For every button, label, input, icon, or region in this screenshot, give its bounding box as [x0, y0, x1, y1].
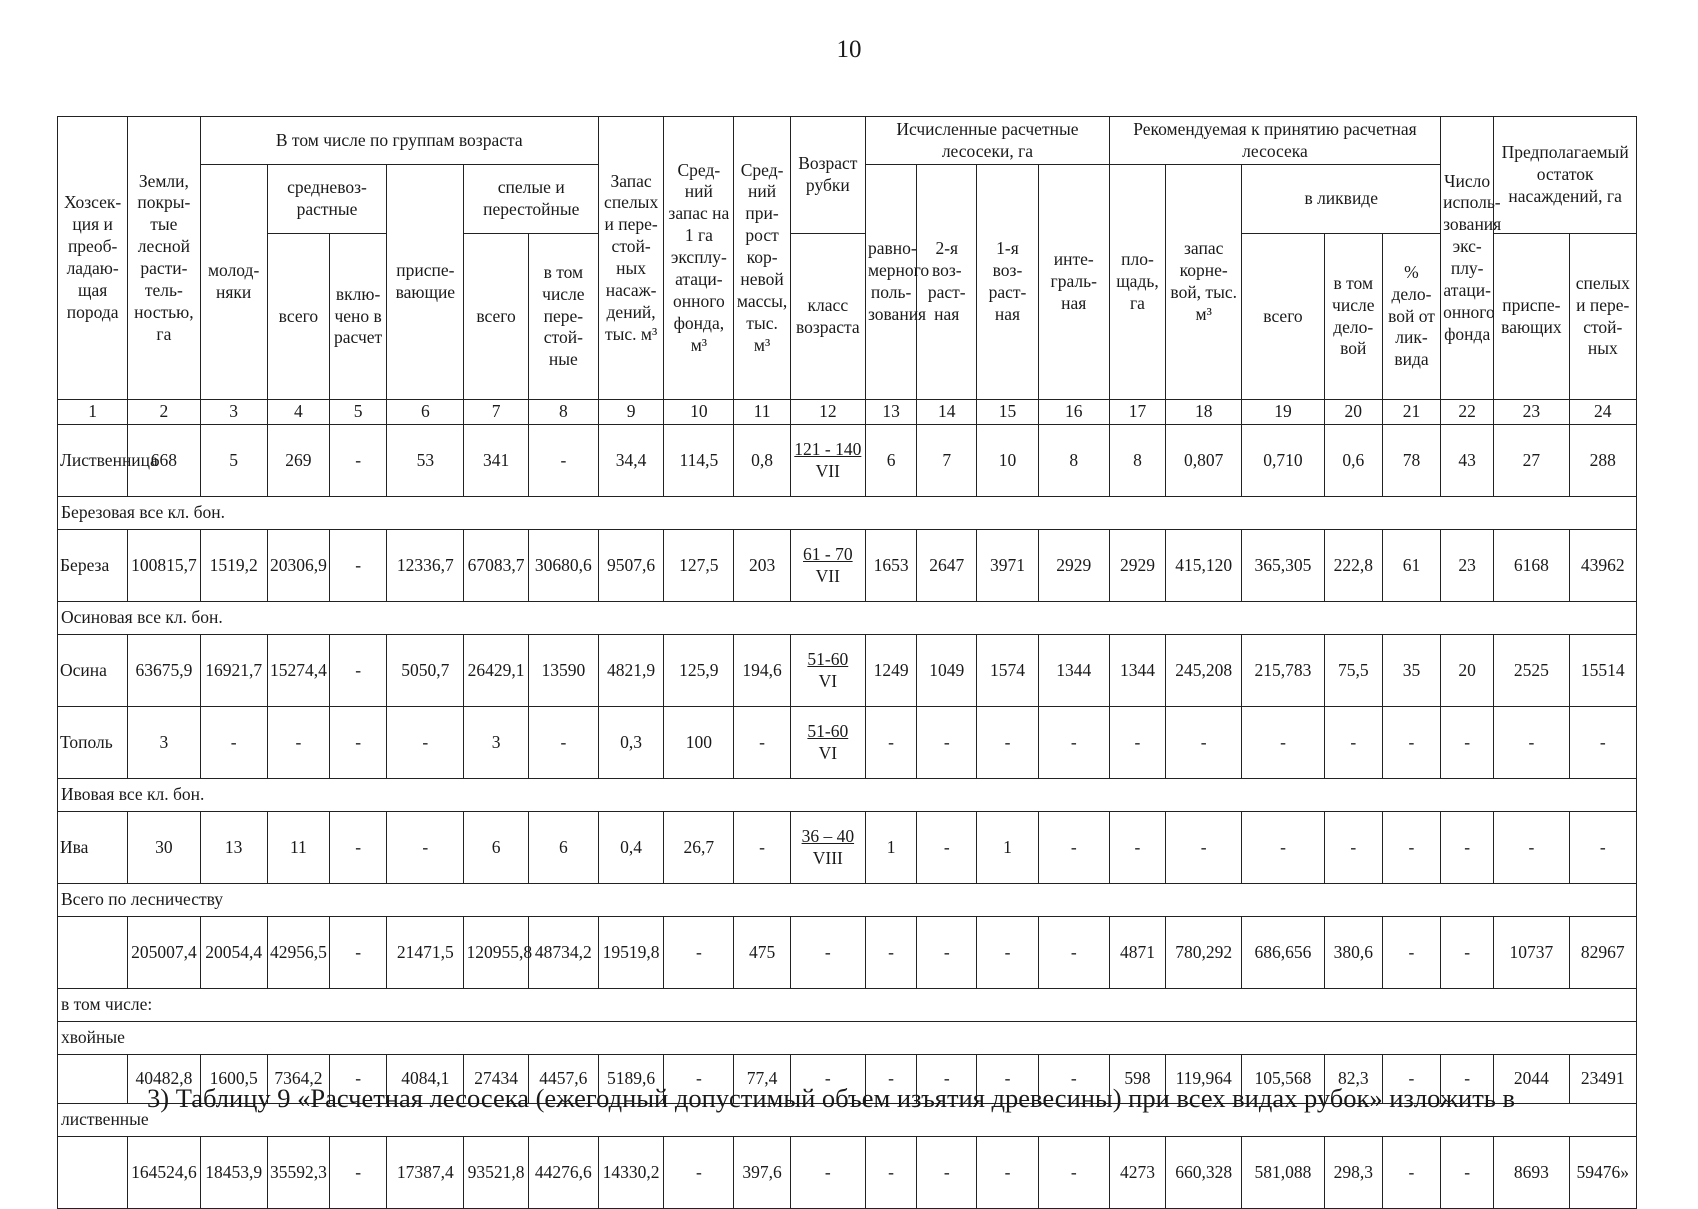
data-cell: 120955,8 — [464, 917, 528, 989]
data-cell: - — [330, 635, 387, 707]
data-cell: - — [528, 425, 598, 497]
species-cell: Тополь — [58, 707, 128, 779]
table-row — [58, 425, 1637, 497]
data-cell: 6 — [865, 425, 916, 497]
data-cell: - — [917, 812, 977, 884]
data-cell: 1 — [865, 812, 916, 884]
column-number: 17 — [1109, 400, 1165, 425]
data-cell: - — [1242, 707, 1324, 779]
data-cell: - — [790, 917, 865, 989]
data-cell: 164524,6 — [128, 1137, 200, 1209]
data-cell: 11 — [267, 812, 329, 884]
column-number: 7 — [464, 400, 528, 425]
column-number: 10 — [664, 400, 734, 425]
column-numbers-row — [58, 400, 1637, 425]
group-row — [58, 989, 1637, 1022]
group-row — [58, 884, 1637, 917]
data-cell: 5 — [200, 425, 267, 497]
data-cell: - — [977, 917, 1038, 989]
column-number: 11 — [734, 400, 790, 425]
data-cell: 0,3 — [599, 707, 664, 779]
header-uniform-use: равно-мерного поль-зования — [865, 165, 916, 400]
felling-age-cell — [790, 530, 865, 602]
header-middle-included: вклю-чено в расчет — [330, 234, 387, 400]
header-avg-stock: Сред-ний запас на 1 га эксплу-атаци-онного фонда, м³ — [664, 117, 734, 400]
data-cell: - — [664, 917, 734, 989]
data-cell: - — [267, 707, 329, 779]
data-cell: 78 — [1382, 425, 1440, 497]
header-integral: инте-граль-ная — [1038, 165, 1109, 400]
data-cell: 15274,4 — [267, 635, 329, 707]
data-cell: 0,4 — [599, 812, 664, 884]
data-cell: 100 — [664, 707, 734, 779]
data-cell: 26,7 — [664, 812, 734, 884]
data-cell: - — [330, 530, 387, 602]
table-row — [58, 1137, 1637, 1209]
header-avg-growth: Сред-ний при-рост кор-невой массы, тыс. м³ — [734, 117, 790, 400]
data-cell: 119,964 — [1166, 1055, 1242, 1104]
data-cell: 365,305 — [1242, 530, 1324, 602]
header-middle-total: всего — [267, 234, 329, 400]
data-cell: 14330,2 — [599, 1137, 664, 1209]
data-cell: 780,292 — [1166, 917, 1242, 989]
data-cell: 44276,6 — [528, 1137, 598, 1209]
column-number: 15 — [977, 400, 1038, 425]
data-cell: 12336,7 — [387, 530, 464, 602]
data-cell: 686,656 — [1242, 917, 1324, 989]
table-row — [58, 530, 1637, 602]
header-row-3 — [58, 234, 1637, 400]
data-cell: - — [1324, 707, 1382, 779]
column-number: 22 — [1441, 400, 1494, 425]
data-cell: 581,088 — [1242, 1137, 1324, 1209]
data-cell: - — [1166, 812, 1242, 884]
data-cell: 20 — [1441, 635, 1494, 707]
data-cell: - — [1038, 1137, 1109, 1209]
data-cell: 668 — [128, 425, 200, 497]
felling-age-class: VI — [818, 742, 838, 763]
felling-age-cell — [790, 812, 865, 884]
data-cell: - — [1441, 812, 1494, 884]
column-number: 18 — [1166, 400, 1242, 425]
column-number: 9 — [599, 400, 664, 425]
data-cell: 127,5 — [664, 530, 734, 602]
header-remainder: Предполагаемый остаток насаждений, га — [1494, 117, 1637, 234]
data-cell: 15514 — [1569, 635, 1636, 707]
table-row — [58, 707, 1637, 779]
data-cell: 205007,4 — [128, 917, 200, 989]
data-cell: 475 — [734, 917, 790, 989]
data-cell: 30 — [128, 812, 200, 884]
data-cell: - — [977, 1055, 1038, 1104]
group-label: лиственные — [58, 1104, 1637, 1137]
data-cell: 77,4 — [734, 1055, 790, 1104]
data-cell: 4084,1 — [387, 1055, 464, 1104]
data-cell: 5050,7 — [387, 635, 464, 707]
data-cell: - — [917, 707, 977, 779]
felling-age-range: 121 - 140 — [794, 438, 862, 459]
data-cell: 105,568 — [1242, 1055, 1324, 1104]
group-label: Всего по лесничеству — [58, 884, 1637, 917]
header-remainder-mature: спелых и пере-стой-ных — [1569, 234, 1636, 400]
data-cell: 26429,1 — [464, 635, 528, 707]
data-cell: - — [330, 425, 387, 497]
data-cell: 194,6 — [734, 635, 790, 707]
header-mature-stock: Запас спелых и пере-стой-ных насаж-дений, тыс. м³ — [599, 117, 664, 400]
data-cell: 3 — [128, 707, 200, 779]
column-number: 1 — [58, 400, 128, 425]
column-number: 14 — [917, 400, 977, 425]
column-number: 21 — [1382, 400, 1440, 425]
data-cell: 8 — [1109, 425, 1165, 497]
data-cell: - — [1166, 707, 1242, 779]
data-cell: 1049 — [917, 635, 977, 707]
species-cell — [58, 917, 128, 989]
species-cell — [58, 1137, 128, 1209]
header-liquid: в ликвиде — [1242, 165, 1441, 234]
felling-age-range: 51-60 — [807, 720, 849, 741]
data-cell: 35592,3 — [267, 1137, 329, 1209]
column-number: 3 — [200, 400, 267, 425]
data-cell: 1519,2 — [200, 530, 267, 602]
instruction-paragraph: 3) Таблицу 9 «Расчетная лесосека (ежегодный допустимый объем изъятия древесины) при всех видах рубок» изложить в — [147, 1083, 1516, 1113]
data-cell: 114,5 — [664, 425, 734, 497]
data-cell: - — [1038, 707, 1109, 779]
column-number: 5 — [330, 400, 387, 425]
data-cell: 59476» — [1569, 1137, 1636, 1209]
felling-age-class: VII — [815, 460, 840, 481]
data-cell: 17387,4 — [387, 1137, 464, 1209]
data-cell: - — [1382, 1137, 1440, 1209]
data-cell: 660,328 — [1166, 1137, 1242, 1209]
header-remainder-premature: приспе-вающих — [1494, 234, 1569, 400]
data-cell: 43 — [1441, 425, 1494, 497]
data-cell: - — [1441, 1137, 1494, 1209]
data-cell: - — [977, 1137, 1038, 1209]
data-cell: 82967 — [1569, 917, 1636, 989]
data-cell: 288 — [1569, 425, 1636, 497]
data-cell: 30680,6 — [528, 530, 598, 602]
data-cell: 93521,8 — [464, 1137, 528, 1209]
header-premature: приспе-вающие — [387, 165, 464, 400]
data-cell: - — [1494, 812, 1569, 884]
header-root-stock: запас корне-вой, тыс. м³ — [1166, 165, 1242, 400]
data-cell: - — [1242, 812, 1324, 884]
data-cell: 10 — [977, 425, 1038, 497]
data-cell: - — [1382, 707, 1440, 779]
data-cell: - — [1441, 1055, 1494, 1104]
data-cell: - — [1109, 707, 1165, 779]
data-cell: 598 — [1109, 1055, 1165, 1104]
data-cell: 397,6 — [734, 1137, 790, 1209]
data-cell: 23491 — [1569, 1055, 1636, 1104]
data-cell: 1574 — [977, 635, 1038, 707]
data-cell: 10737 — [1494, 917, 1569, 989]
data-cell: - — [917, 1137, 977, 1209]
data-cell: 27 — [1494, 425, 1569, 497]
table-row — [58, 812, 1637, 884]
header-mature-total: всего — [464, 234, 528, 400]
group-label: Ивовая все кл. бон. — [58, 779, 1637, 812]
data-cell: 7364,2 — [267, 1055, 329, 1104]
data-cell: 13 — [200, 812, 267, 884]
data-cell: 245,208 — [1166, 635, 1242, 707]
felling-age-range: 61 - 70 — [803, 543, 853, 564]
data-cell: 6 — [528, 812, 598, 884]
group-row — [58, 602, 1637, 635]
data-cell: 2647 — [917, 530, 977, 602]
data-cell: - — [1324, 812, 1382, 884]
data-cell: - — [387, 707, 464, 779]
data-cell: 2525 — [1494, 635, 1569, 707]
allowable-cut-table — [57, 116, 1637, 1209]
data-cell: 21471,5 — [387, 917, 464, 989]
data-cell: 63675,9 — [128, 635, 200, 707]
data-cell: 1249 — [865, 635, 916, 707]
data-cell: 0,807 — [1166, 425, 1242, 497]
data-cell: - — [865, 1055, 916, 1104]
header-second-age: 2-я воз-раст-ная — [917, 165, 977, 400]
data-cell: - — [1569, 707, 1636, 779]
felling-age-range: 36 – 40 — [801, 825, 855, 846]
felling-age-cell — [790, 707, 865, 779]
data-cell: - — [1109, 812, 1165, 884]
header-first-age: 1-я воз-раст-ная — [977, 165, 1038, 400]
data-cell: - — [330, 707, 387, 779]
data-cell: 4821,9 — [599, 635, 664, 707]
data-cell: 4871 — [1109, 917, 1165, 989]
data-cell: - — [664, 1137, 734, 1209]
column-number: 23 — [1494, 400, 1569, 425]
data-cell: - — [1382, 1055, 1440, 1104]
species-cell — [58, 1055, 128, 1104]
data-cell: - — [330, 812, 387, 884]
data-cell: 75,5 — [1324, 635, 1382, 707]
header-mature-overmature: спелые и перестойные — [464, 165, 599, 234]
column-number: 8 — [528, 400, 598, 425]
data-cell: - — [1382, 812, 1440, 884]
header-business-pct: % дело-вой от лик-вида — [1382, 234, 1440, 400]
data-cell: 2044 — [1494, 1055, 1569, 1104]
data-cell: 125,9 — [664, 635, 734, 707]
data-cell: 34,4 — [599, 425, 664, 497]
data-cell: - — [528, 707, 598, 779]
data-cell: - — [330, 1055, 387, 1104]
data-cell: 100815,7 — [128, 530, 200, 602]
column-number: 2 — [128, 400, 200, 425]
data-cell: 23 — [1441, 530, 1494, 602]
data-cell: - — [1441, 917, 1494, 989]
data-cell: - — [330, 917, 387, 989]
data-cell: - — [865, 917, 916, 989]
data-cell: 215,783 — [1242, 635, 1324, 707]
group-row — [58, 1022, 1637, 1055]
header-overmature: в том числе пере-стой-ные — [528, 234, 598, 400]
species-cell: Ива — [58, 812, 128, 884]
header-forested-land: Земли, покры-тые лесной расти-тель-ностью, га — [128, 117, 200, 400]
data-cell: - — [1382, 917, 1440, 989]
data-cell: 9507,6 — [599, 530, 664, 602]
felling-age-cell — [790, 425, 865, 497]
group-row — [58, 497, 1637, 530]
group-row — [58, 779, 1637, 812]
data-cell: 16921,7 — [200, 635, 267, 707]
data-cell: 20306,9 — [267, 530, 329, 602]
data-cell: - — [330, 1137, 387, 1209]
header-recommended-cut: Рекомендуемая к принятию расчетная лесосека — [1109, 117, 1440, 165]
data-cell: 61 — [1382, 530, 1440, 602]
data-cell: - — [200, 707, 267, 779]
data-cell: - — [734, 812, 790, 884]
header-calculated-cut: Исчисленные расчетные лесосеки, га — [865, 117, 1109, 165]
header-area: пло-щадь, га — [1109, 165, 1165, 400]
data-cell: - — [790, 1055, 865, 1104]
data-cell: 4457,6 — [528, 1055, 598, 1104]
data-cell: 0,6 — [1324, 425, 1382, 497]
data-cell: 27434 — [464, 1055, 528, 1104]
data-cell: 1653 — [865, 530, 916, 602]
data-cell: 298,3 — [1324, 1137, 1382, 1209]
data-cell: 269 — [267, 425, 329, 497]
group-label: хвойные — [58, 1022, 1637, 1055]
data-cell: - — [865, 1137, 916, 1209]
header-liquid-total: всего — [1242, 234, 1324, 400]
group-label: Березовая все кл. бон. — [58, 497, 1637, 530]
species-cell: Осина — [58, 635, 128, 707]
data-cell: 5189,6 — [599, 1055, 664, 1104]
header-row-1 — [58, 117, 1637, 165]
data-cell: 4273 — [1109, 1137, 1165, 1209]
data-cell: - — [1494, 707, 1569, 779]
column-number: 4 — [267, 400, 329, 425]
data-cell: 8 — [1038, 425, 1109, 497]
data-cell: 1 — [977, 812, 1038, 884]
group-label: Осиновая все кл. бон. — [58, 602, 1637, 635]
column-number: 12 — [790, 400, 865, 425]
data-cell: - — [1038, 1055, 1109, 1104]
data-cell: 13590 — [528, 635, 598, 707]
data-cell: 203 — [734, 530, 790, 602]
column-number: 13 — [865, 400, 916, 425]
header-species: Хозсек-ция и преоб-ладаю-щая порода — [58, 117, 128, 400]
data-cell: 8693 — [1494, 1137, 1569, 1209]
data-cell: - — [1569, 812, 1636, 884]
data-cell: 6 — [464, 812, 528, 884]
data-cell: 3971 — [977, 530, 1038, 602]
column-number: 16 — [1038, 400, 1109, 425]
header-age-groups: В том числе по группам возраста — [200, 117, 598, 165]
data-cell: 380,6 — [1324, 917, 1382, 989]
data-cell: 19519,8 — [599, 917, 664, 989]
data-cell: 222,8 — [1324, 530, 1382, 602]
data-cell: 1600,5 — [200, 1055, 267, 1104]
data-cell: - — [1038, 812, 1109, 884]
data-cell: - — [387, 812, 464, 884]
data-cell: 20054,4 — [200, 917, 267, 989]
header-middle-aged: средневоз-растные — [267, 165, 386, 234]
data-cell: 0,8 — [734, 425, 790, 497]
header-felling-age: Возраст рубки — [790, 117, 865, 234]
species-cell: Лиственница — [58, 425, 128, 497]
data-cell: 43962 — [1569, 530, 1636, 602]
column-number: 24 — [1569, 400, 1636, 425]
table-row — [58, 635, 1637, 707]
data-cell: 2929 — [1109, 530, 1165, 602]
column-number: 20 — [1324, 400, 1382, 425]
data-cell: 3 — [464, 707, 528, 779]
data-cell: 35 — [1382, 635, 1440, 707]
data-cell: 48734,2 — [528, 917, 598, 989]
data-cell: 67083,7 — [464, 530, 528, 602]
felling-age-class: VI — [818, 670, 838, 691]
page-number: 10 — [836, 36, 862, 63]
data-cell: 82,3 — [1324, 1055, 1382, 1104]
data-cell: 1344 — [1038, 635, 1109, 707]
header-business: в том числе дело-вой — [1324, 234, 1382, 400]
group-label: в том числе: — [58, 989, 1637, 1022]
felling-age-range: 51-60 — [807, 648, 849, 669]
data-cell: 0,710 — [1242, 425, 1324, 497]
table-row — [58, 917, 1637, 989]
data-cell: - — [1038, 917, 1109, 989]
felling-age-cell — [790, 635, 865, 707]
header-age-class: класс возраста — [790, 234, 865, 400]
data-cell: 415,120 — [1166, 530, 1242, 602]
data-cell: - — [865, 707, 916, 779]
data-cell: - — [977, 707, 1038, 779]
data-cell: - — [790, 1137, 865, 1209]
data-cell: 53 — [387, 425, 464, 497]
header-young: молод-няки — [200, 165, 267, 400]
data-cell: 42956,5 — [267, 917, 329, 989]
data-cell: - — [917, 1055, 977, 1104]
data-cell: 7 — [917, 425, 977, 497]
data-cell: 40482,8 — [128, 1055, 200, 1104]
data-cell: 18453,9 — [200, 1137, 267, 1209]
header-usage-number: Число исполь-зования экс-плу-атаци-онного фонда — [1441, 117, 1494, 400]
data-cell: - — [917, 917, 977, 989]
felling-age-class: VII — [815, 565, 840, 586]
data-cell: 6168 — [1494, 530, 1569, 602]
data-cell: 341 — [464, 425, 528, 497]
data-cell: 1344 — [1109, 635, 1165, 707]
felling-age-class: VIII — [812, 847, 843, 868]
species-cell: Береза — [58, 530, 128, 602]
data-cell: 2929 — [1038, 530, 1109, 602]
column-number: 19 — [1242, 400, 1324, 425]
data-cell: - — [1441, 707, 1494, 779]
column-number: 6 — [387, 400, 464, 425]
data-cell: - — [664, 1055, 734, 1104]
data-cell: - — [734, 707, 790, 779]
